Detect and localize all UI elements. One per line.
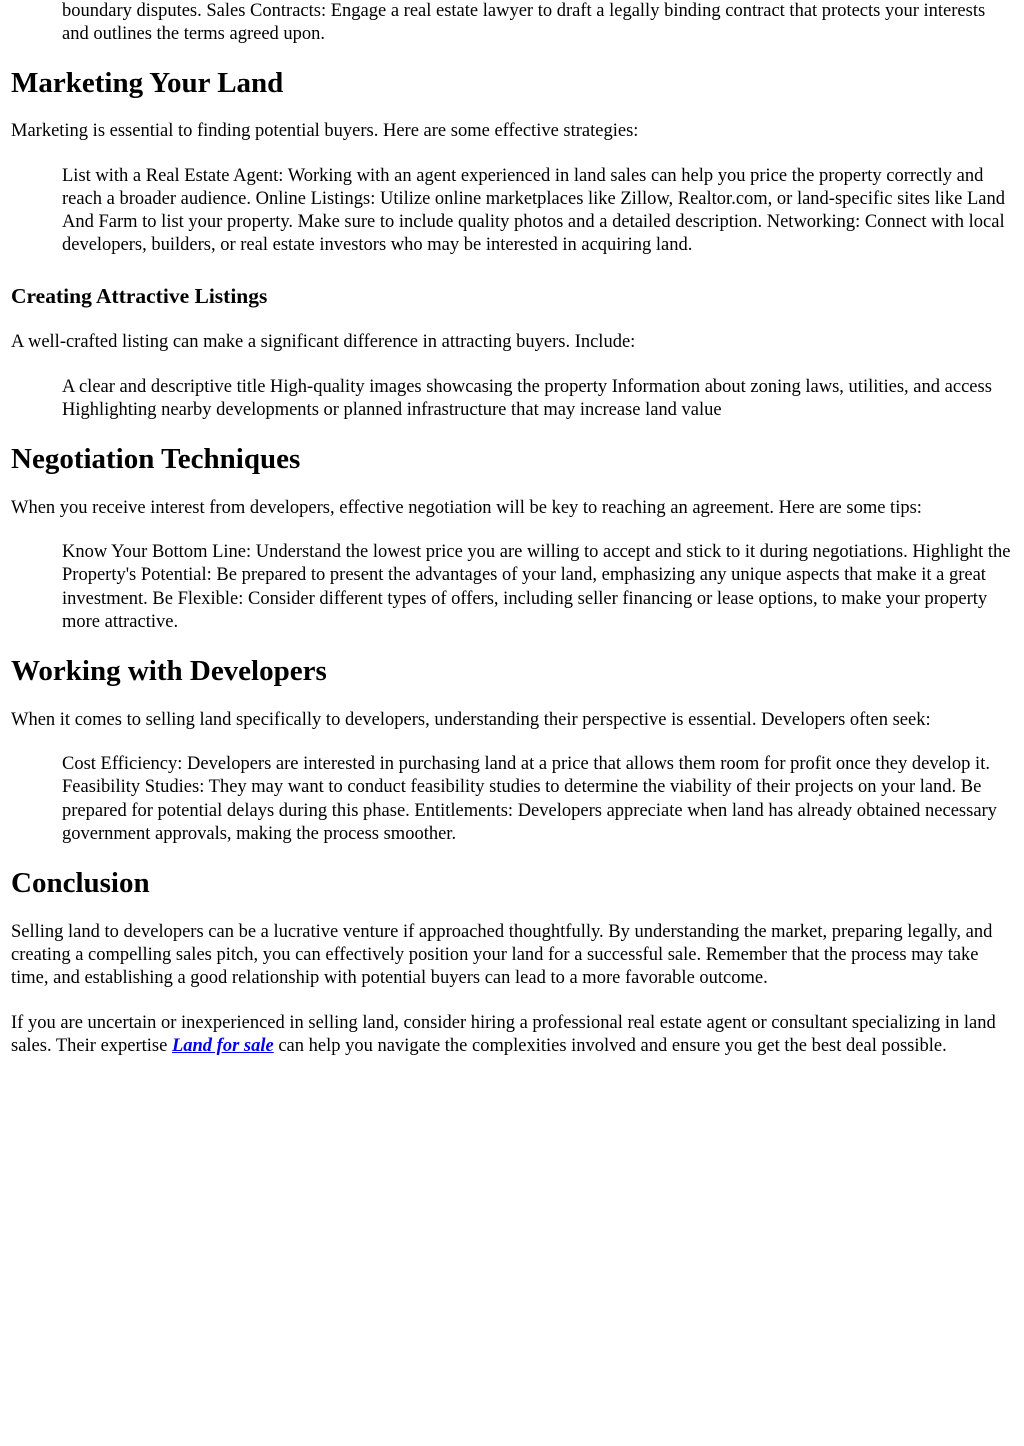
land-for-sale-link[interactable]: Land for sale	[171, 1035, 274, 1056]
conclusion-paragraph-2	[11, 1012, 1014, 1058]
heading-developers: Working with Developers	[11, 655, 327, 688]
listings-list: A clear and descriptive title High-quality images showcasing the property Information about zoning laws, utilities, and access Highlighting nearby developments or planned infrastructure that may increase land value	[62, 376, 992, 420]
negotiation-list: Know Your Bottom Line: Understand the lowest price you are willing to accept and stick to it during negotiations. Highlight the Property's Potential: Be prepared to present the advantages of your land, emphasizing any unique aspects that make it a great investment. Be Flexible: Consider different types of offers, including seller financing or lease options, to make your property more attractive.	[62, 542, 1011, 632]
developers-intro: When it comes to selling land specifically to developers, understanding their perspective is essential. Developers often seek:	[11, 710, 931, 731]
negotiation-intro: When you receive interest from developers, effective negotiation will be key to reaching an agreement. Here are some tips:	[11, 498, 922, 519]
marketing-list: List with a Real Estate Agent: Working with an agent experienced in land sales can help you price the property correctly and reach a broader audience. Online Listings: Utilize online marketplaces like Zillow, Realtor.com, or land-specific sites like Land And Farm to list your property. Make sure to include quality photos and a detailed description. Networking: Connect with local developers, builders, or real estate investors who may be interested in acquiring land.	[62, 165, 1006, 256]
conclusion-paragraph-1: Selling land to developers can be a lucrative venture if approached thoughtfully. By understanding the market, preparing legally, and creating a compelling sales pitch, you can effectively position your land for a successful sale. Remember that the process may take time, and establishing a good relationship with potential buyers can lead to a more favorable outcome.	[11, 922, 993, 989]
conclusion-text-after-link: can help you navigate the complexities involved and ensure you get the best deal possible.	[273, 1035, 947, 1056]
intro-tail-text: boundary disputes. Sales Contracts: Engage a real estate lawyer to draft a legally binding contract that protects your interests and outlines the terms agreed upon.	[62, 1, 986, 45]
developers-list: Cost Efficiency: Developers are interested in purchasing land at a price that allows them room for profit once they develop it. Feasibility Studies: They may want to conduct feasibility studies to determine the viability of their projects on your land. Be prepared for potential delays during this phase. Entitlements: Developers appreciate when land has already obtained necessary government approvals, making the process smoother.	[62, 754, 997, 844]
listings-intro: A well-crafted listing can make a significant difference in attracting buyers. Include:	[11, 332, 636, 353]
heading-negotiation: Negotiation Techniques	[11, 443, 301, 476]
heading-conclusion: Conclusion	[11, 867, 150, 900]
heading-marketing: Marketing Your Land	[11, 67, 284, 100]
heading-listings: Creating Attractive Listings	[11, 284, 268, 309]
conclusion-text-before-link: If you are uncertain or inexperienced in selling land, consider hiring a professional real estate agent or consultant specializing in land sales. Their expertise	[11, 1012, 996, 1056]
marketing-intro: Marketing is essential to finding potential buyers. Here are some effective strategies:	[11, 121, 639, 142]
